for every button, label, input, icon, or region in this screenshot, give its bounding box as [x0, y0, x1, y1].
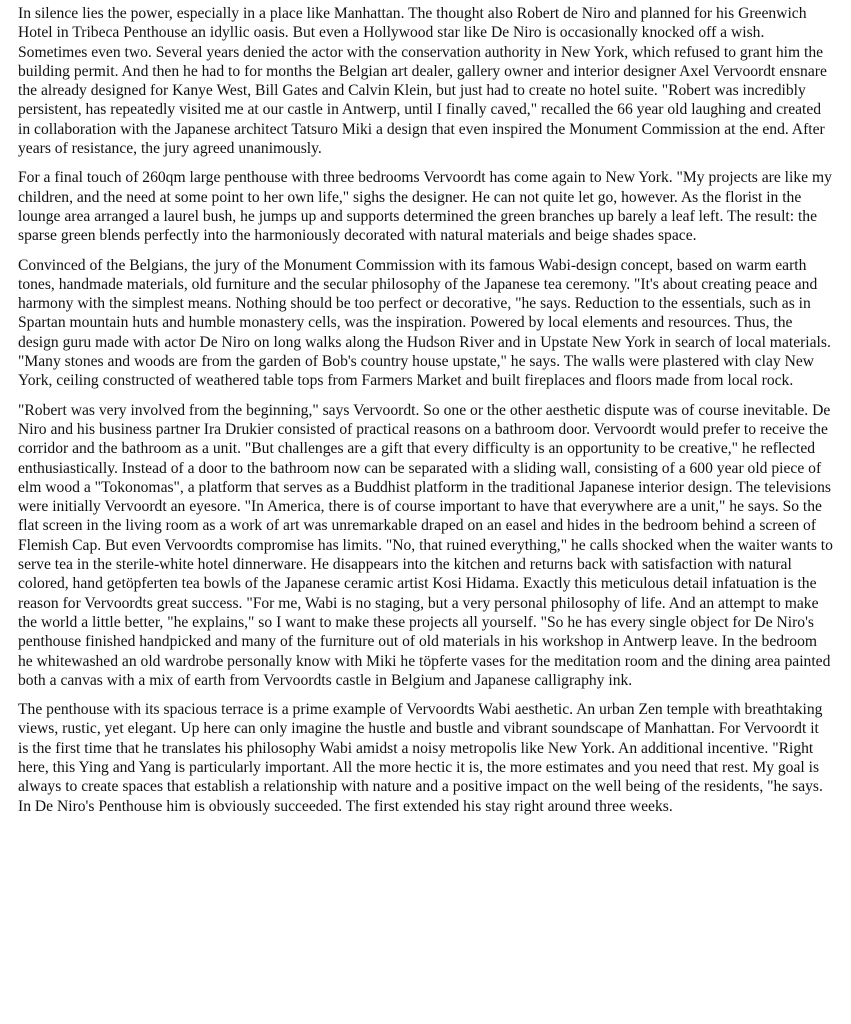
paragraph: For a final touch of 260qm large penthouse with three bedrooms Vervoordt has come again to New York. "My projects are like my children, and the need at some point to her own life," sighs the designer. He can not quite let go, however. As the florist in the lounge area arranged a laurel bush, he jumps up and supports determined the green branches up barely a leaf left. The result: the sparse green blends perfectly into the harmoniously decorated with natural materials and beige shades space.	[18, 169, 832, 245]
paragraph: In silence lies the power, especially in a place like Manhattan. The thought also Robert de Niro and planned for his Greenwich Hotel in Tribeca Penthouse an idyllic oasis. But even a Hollywood star like De Niro is occasionally knocked off a wish. Sometimes even two. Several years denied the actor with the conservation authority in New York, which refused to grant him the building permit. And then he had to for months the Belgian art dealer, gallery owner and interior designer Axel Vervoordt ensnare the already designed for Kanye West, Bill Gates and Calvin Klein, but just had to create no hotel suite. "Robert was incredibly persistent, has repeatedly visited me at our castle in Antwerp, until I finally caved," recalled the 66 year old laughing and created in collaboration with the Japanese architect Tatsuro Miki a design that even inspired the Monument Commission at the end. After years of resistance, the jury agreed unanimously.	[18, 5, 827, 158]
paragraph: Convinced of the Belgians, the jury of the Monument Commission with its famous Wabi-design concept, based on warm earth tones, handmade materials, old furniture and the secular philosophy of the Japanese tea ceremony. "It's about creating peace and harmony with the simplest means. Nothing should be too perfect or decorative, "he says. Reduction to the essentials, such as in Spartan mountain huts and humble monastery cells, was the inspiration. Powered by local elements and resources. Thus, the design guru made with actor De Niro on long walks along the Hudson River and in Upstate New York in search of local materials. "Many stones and woods are from the garden of Bob's country house upstate," he says. The walls were plastered with clay New York, ceiling constructed of weathered table tops from Farmers Market and built fireplaces and floors made from local rock.	[18, 256, 831, 390]
paragraph: "Robert was very involved from the beginning," says Vervoordt. So one or the other aesthetic dispute was of course inevitable. De Niro and his business partner Ira Drukier consisted of practical reasons on a bathroom door. Vervoordt would prefer to receive the corridor and the bathroom as a unit. "But challenges are a gift that every difficulty is an opportunity to be creative," he reflected enthusiastically. Instead of a door to the bathroom now can be separated with a sliding wall, consisting of a 600 year old piece of elm wood a "Tokonomas", a platform that serves as a Buddhist platform in the traditional Japanese interior design. The televisions were initially Vervoordt an eyesore. "In America, there is of course important to have that everywhere are a unit," he says. So the flat screen in the living room as a work of art was unremarkable draped on an easel and hides in the bedroom behind a screen of Flemish Cap. But even Vervoordts compromise has limits. "No, that ruined everything," he calls shocked when the waiter wants to serve tea in the sterile-white hotel dinnerware. He disappears into the kitchen and returns back with satisfaction with natural colored, hand getöpferten tea bowls of the Japanese ceramic artist Kosi Hidama. Exactly this meticulous detail infatuation is the reason for Vervoordts great success. "For me, Wabi is no staging, but a very personal philosophy of life. And an attempt to make the world a little better, "he explains," so I want to make these projects all yourself. "So he has every single object for De Niro's penthouse finished handpicked and many of the furniture out of old materials in his workshop in Antwerp leave. In the bedroom he whitewashed an old wardrobe personally know with Miki he töpferte vases for the meditation room and the dining area painted both a canvas with a mix of earth from Vervoordts castle in Belgium and Japanese calligraphy ink.	[18, 401, 833, 689]
paragraph: The penthouse with its spacious terrace is a prime example of Vervoordts Wabi aesthetic. An urban Zen temple with breathtaking views, rustic, yet elegant. Up here can only imagine the hustle and bustle and vibrant soundscape of Manhattan. For Vervoordt it is the first time that he translates his philosophy Wabi amidst a noisy metropolis like New York. An additional incentive. "Right here, this Ying and Yang is particularly important. All the more hectic it is, the more estimates and you need that rest. My goal is always to create spaces that establish a relationship with nature and a positive impact on the well being of the residents, "he says. In De Niro's Penthouse him is obviously succeeded. The first extended his stay right around three weeks.	[18, 701, 823, 815]
